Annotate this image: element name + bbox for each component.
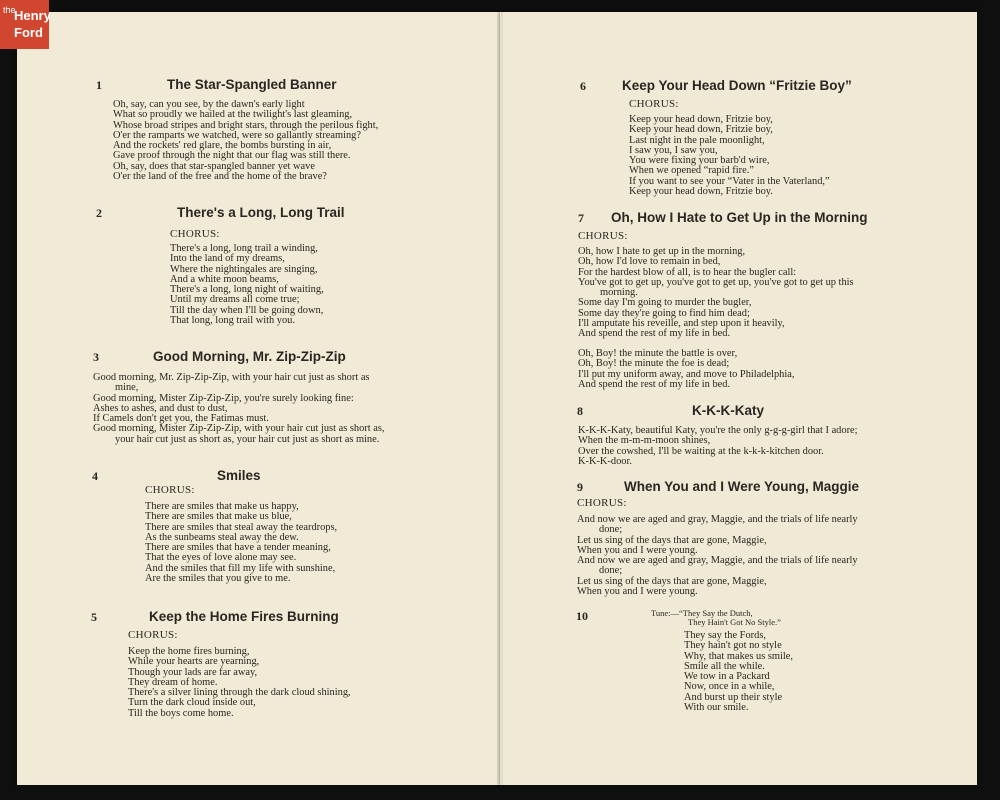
song-title: There's a Long, Long Trail [177,205,345,220]
song-number: 1 [96,78,102,92]
song-lyrics: Oh, say, can you see, by the dawn's early light What so proudly we hailed at the twilight's last gleaming, Whose broad stripes and bright stars, through the perilous fight, O'er the ramparts we watched, were so gallantly streaming? And the rockets' red glare, the bombs bursting in air, Gave proof through the night that our flag was still there. Oh, say, does that star-spangled banner yet wave O'er the land of the free and the home of the brave? [113,99,379,183]
tune-note: Tune:—“They Say the Dutch, They Hain't Got No Style.” [651,608,781,627]
song-lyrics: They say the Fords, They hain't got no style Why, that makes us smile, Smile all the while. We tow in a Packard Now, once in a while, And burst up their style With our smile. [684,630,793,714]
song-title: The Star-Spangled Banner [167,77,337,92]
song-lyrics: Keep your head down, Fritzie boy, Keep your head down, Fritzie boy, Last night in the pale moonlight, I saw you, I saw you, You were fixing your barb'd wire, When we opened “rapid fire.” If you want to see your “Vater in the Vaterland,” Keep your head down, Fritzie boy. [629,114,830,198]
song-number: 8 [577,404,583,418]
song-number: 3 [93,350,99,364]
chorus-label: CHORUS: [128,629,178,641]
song-title: Keep Your Head Down “Fritzie Boy” [622,78,852,93]
chorus-label: CHORUS: [629,98,679,110]
song-lyrics: Keep the home fires burning, While your hearts are yearning, Though your lads are far away, They dream of home. There's a silver lining through the dark cloud shining, Turn the dark cloud inside out, Till the boys come home. [128,646,351,719]
song-number: 4 [92,469,98,483]
song-number: 7 [578,211,584,225]
song-number: 5 [91,610,97,624]
song-title: Smiles [217,468,261,483]
song-lyrics: And now we are aged and gray, Maggie, and the trials of life nearly done; Let us sing of the days that are gone, Maggie, When you and I were young. And now we are aged and gray, Maggie, and the trials of life nearly done; Let us sing of the days that are gone, Maggie, When you and I were young. [577,514,858,598]
song-lyrics: Good morning, Mr. Zip-Zip-Zip, with your hair cut just as short as mine, Good morning, Mister Zip-Zip-Zip, you're surely looking fine: Ashes to ashes, and dust to dust, If Camels don't get you, the Fatimas must. Good morning, Mister Zip-Zip-Zip, with your hair cut just as short as, your hair cut just as short as, your hair cut just as short as mine. [93,372,385,445]
song-number: 9 [577,480,583,494]
song-lyrics: There's a long, long trail a winding, Into the land of my dreams, Where the nightingales are singing, And a white moon beams, There's a long, long night of waiting, Until my dreams all come true; Till the day when I'll be going down, That long, long trail with you. [170,243,324,327]
song-number: 6 [580,79,586,93]
song-number: 2 [96,206,102,220]
song-lyrics: Oh, how I hate to get up in the morning, Oh, how I'd love to remain in bed, For the hardest blow of all, is to hear the bugler call: You've got to get up, you've got to get up, you've got to get up this morning. Some day I'm going to murder the bugler, Some day they're going to find him dead; I'll amputate his reveille, and step upon it heavily, And spend the rest of my life in bed. [578,246,854,340]
song-title: Good Morning, Mr. Zip-Zip-Zip [153,349,346,364]
chorus-label: CHORUS: [578,230,628,242]
song-lyrics-verse-2: Oh, Boy! the minute the battle is over, Oh, Boy! the minute the foe is dead; I'll put my uniform away, and move to Philadelphia, And spend the rest of my life in bed. [578,348,795,390]
song-number: 10 [576,609,588,623]
song-title: Keep the Home Fires Burning [149,609,339,624]
chorus-label: CHORUS: [170,228,220,240]
henry-ford-logo: the Henry Ford [0,0,49,49]
page-fold [497,12,503,785]
song-lyrics: There are smiles that make us happy, There are smiles that make us blue, There are smiles that steal away the teardrops, As the sunbeams steal away the dew. There are smiles that have a tender meaning, That the eyes of love alone may see. And the smiles that fill my life with sunshine, Are the smiles that you give to me. [145,501,338,585]
chorus-label: CHORUS: [577,497,627,509]
song-title: Oh, How I Hate to Get Up in the Morning [611,210,868,225]
song-title: K-K-K-Katy [692,403,764,418]
song-lyrics: K-K-K-Katy, beautiful Katy, you're the only g-g-g-girl that I adore; When the m-m-m-moon shines, Over the cowshed, I'll be waiting at the k-k-k-kitchen door. K-K-K-door. [578,425,858,467]
song-title: When You and I Were Young, Maggie [624,479,860,494]
chorus-label: CHORUS: [145,484,195,496]
